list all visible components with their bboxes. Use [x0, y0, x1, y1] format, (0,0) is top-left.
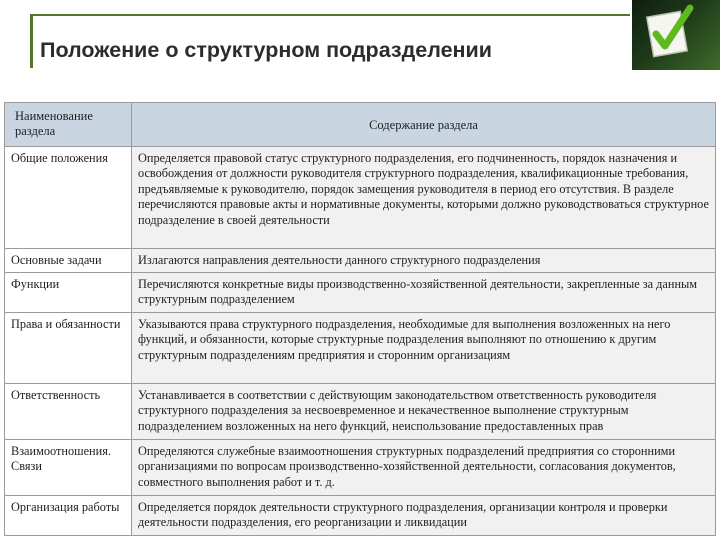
- header-section-name: Наименование раздела: [5, 103, 132, 147]
- table-row: [5, 273, 716, 313]
- section-name-cell: Взаимоотношения. Связи: [5, 440, 132, 496]
- section-name-cell: Организация работы: [5, 496, 132, 536]
- table-row: [5, 147, 716, 249]
- table-row: [5, 249, 716, 273]
- table-row: [5, 313, 716, 384]
- table-row: [5, 440, 716, 496]
- table-header-row: [5, 103, 716, 147]
- section-content-cell: Излагаются направления деятельности данного структурного подразделения: [132, 249, 716, 273]
- header-section-content: Содержание раздела: [132, 103, 716, 147]
- table-row: [5, 384, 716, 440]
- checkbox-check-icon: [632, 0, 720, 70]
- section-content-cell: Определяются служебные взаимоотношения структурных подразделений предприятия со сторонними организациями по вопросам производственно-хозяйственной деятельности, согласования документов, совместного выполнения работ и т. д.: [132, 440, 716, 496]
- section-name-cell: Функции: [5, 273, 132, 313]
- section-name-cell: Основные задачи: [5, 249, 132, 273]
- title-accent-line: [30, 14, 630, 16]
- page-title: Положение о структурном подразделении: [40, 38, 492, 62]
- title-area: [30, 14, 630, 74]
- section-content-cell: Указываются права структурного подразделения, необходимые для выполнения возложенных на него функций, и обязанности, которые структурные подразделения выполняют по отношению к другим структурным подразделениям предприятия и сторонним организациям: [132, 313, 716, 384]
- table-row: [5, 496, 716, 536]
- section-name-cell: Ответственность: [5, 384, 132, 440]
- checkmark-badge: [632, 0, 720, 70]
- section-name-cell: Общие положения: [5, 147, 132, 249]
- sections-table: [4, 102, 716, 536]
- section-content-cell: Перечисляются конкретные виды производственно-хозяйственной деятельности, закрепленные за данным структурным подразделением: [132, 273, 716, 313]
- section-content-cell: Определяется порядок деятельности структурного подразделения, организации контроля и проверки деятельности подразделения, его реорганизации и ликвидации: [132, 496, 716, 536]
- title-accent-bar: [30, 14, 33, 68]
- section-content-cell: Определяется правовой статус структурного подразделения, его подчиненность, порядок назначения и освобождения от должности руководителя структурного подразделения, квалификационные требования, предъявляемые к руководителю, порядок замещения руководителя в период его отсутствия. В разделе перечисляются правовые акты и нормативные документы, которыми должно руководствоваться структурное подразделение в своей деятельности: [132, 147, 716, 249]
- section-content-cell: Устанавливается в соответствии с действующим законодательством ответственность руководителя структурного подразделения за несвоевременное и некачественное выполнение структурным подразделением возложенных на него функций, неиспользование предоставленных прав: [132, 384, 716, 440]
- section-name-cell: Права и обязанности: [5, 313, 132, 384]
